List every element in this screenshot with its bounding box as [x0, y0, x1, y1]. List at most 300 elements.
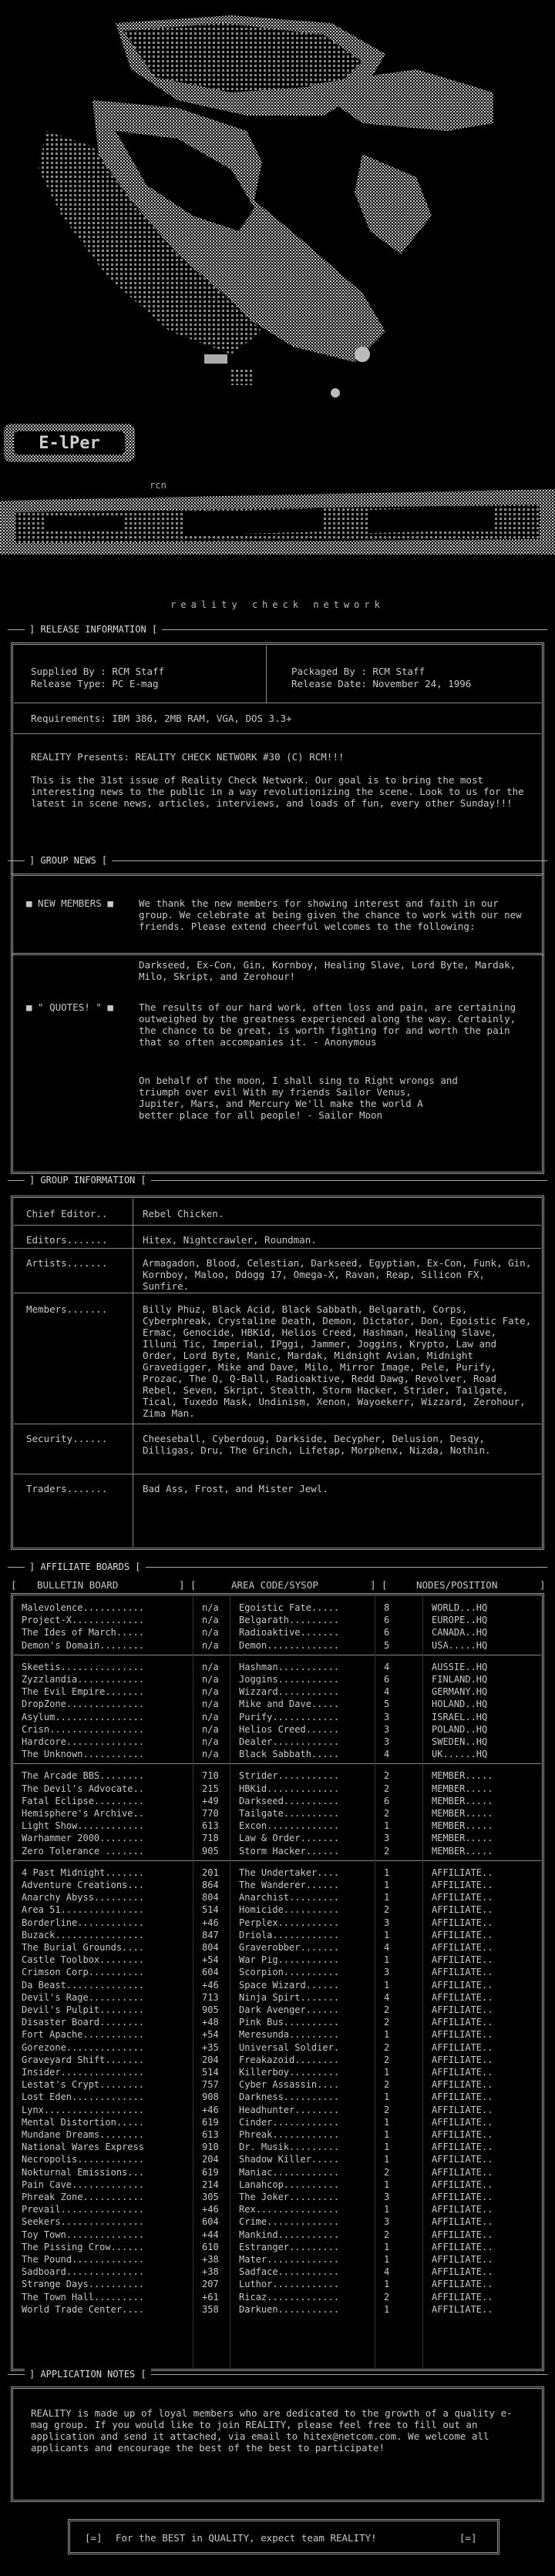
position: MEMBER..... — [432, 1770, 493, 1782]
sysop: Shadow Killer..... — [239, 2154, 340, 2165]
position: AFFILIATE.. — [432, 1904, 493, 1916]
position: MEMBER..... — [432, 1808, 493, 1819]
position: SWEDEN..HQ — [432, 1736, 488, 1747]
area-code: 908 — [202, 2091, 219, 2103]
node-count: 1 — [384, 1979, 390, 1991]
position: AFFILIATE.. — [432, 1967, 493, 1978]
new-members-list: Darkseed, Ex-Con, Gin, Kornboy, Healing Slave, Lord Byte, Mardak, Milo, Skript, and Zerohour! — [139, 959, 516, 982]
board-name: Demon's Domain........ — [22, 1639, 144, 1651]
position: AFFILIATE.. — [432, 2116, 493, 2128]
board-name: Insider............... — [22, 2067, 144, 2078]
col-header-board: BULLETIN BOARD — [37, 1579, 119, 1591]
sysop: War Pig........... — [239, 1954, 340, 1966]
news-section-header: ] GROUP NEWS [ — [8, 855, 547, 867]
board-name: Skeetis............... — [22, 1661, 144, 1672]
board-name: The Ides of March..... — [22, 1627, 144, 1639]
board-name: Necropolis............ — [22, 2154, 144, 2165]
area-code: 864 — [202, 1880, 219, 1890]
board-name: Adventure Creations... — [22, 1880, 144, 1890]
area-code: 207 — [202, 2279, 219, 2290]
notes-heading: APPLICATION NOTES — [40, 2369, 136, 2380]
area-code: 619 — [202, 2166, 219, 2178]
position: AFFILIATE.. — [432, 2142, 493, 2153]
sysop: Hashman........... — [239, 1661, 340, 1672]
sysop: Storm Hacker...... — [239, 1845, 340, 1857]
area-code: 610 — [202, 2241, 219, 2252]
position: AFFILIATE.. — [432, 2279, 493, 2290]
area-code: +46 — [202, 1917, 219, 1928]
position: AFFILIATE.. — [432, 1880, 493, 1890]
sysop: Graverobber....... — [239, 1942, 340, 1953]
sysop: Universal Soldier. — [239, 2041, 340, 2053]
area-code: n/a — [202, 1615, 219, 1626]
position: ISRAEL..HQ — [432, 1711, 488, 1722]
node-count: 1 — [384, 2154, 390, 2165]
node-count: 3 — [384, 1723, 390, 1735]
position: MEMBER..... — [432, 1783, 493, 1794]
node-count: 5 — [384, 1639, 390, 1651]
area-code: 214 — [202, 2179, 219, 2190]
node-count: 1 — [384, 2067, 390, 2078]
position: AFFILIATE.. — [432, 2029, 493, 2041]
area-code: 710 — [202, 1770, 219, 1782]
position: AFFILIATE.. — [432, 2004, 493, 2015]
board-name: Castle Toolbox........ — [22, 1954, 144, 1966]
notes-section-header: ] APPLICATION NOTES [ — [8, 2369, 547, 2381]
sysop: Scorpion.......... — [239, 1967, 340, 1978]
node-count: 1 — [384, 1867, 390, 1878]
node-count: 2 — [384, 1808, 390, 1819]
sysop: Helios Creed...... — [239, 1723, 340, 1735]
sysop: Wizzard........... — [239, 1686, 340, 1698]
area-code: +38 — [202, 2266, 219, 2278]
board-name: Toy Town.............. — [22, 2229, 144, 2240]
group-row-label: Chief Editor.. — [26, 1208, 108, 1219]
node-count: 2 — [384, 2017, 390, 2028]
board-name: Buzack................ — [22, 1929, 144, 1940]
node-count: 4 — [384, 1942, 390, 1953]
board-name: Disaster Board........ — [22, 2017, 144, 2028]
area-code: n/a — [202, 1661, 219, 1672]
board-name: Pain Cave............. — [22, 2179, 144, 2190]
position: AFFILIATE.. — [432, 2091, 493, 2103]
node-count: 6 — [384, 1674, 390, 1685]
sysop: Estranger......... — [239, 2241, 340, 2252]
col-header-sysop: AREA CODE/SYSOP — [231, 1579, 318, 1591]
group-row-value: Cheeseball, Cyberdoug, Darkside, Decypher, Delusion, Desqy, Dilligas, Dru, The Grinch, Lifetap, Morphenx, Nizda, Nothin. — [143, 1433, 491, 1456]
area-code: +54 — [202, 2029, 219, 2041]
board-name: Borderline............ — [22, 1917, 144, 1928]
board-name: Lestat's Crypt........ — [22, 2079, 144, 2091]
sysop: Space Wizard...... — [239, 1979, 340, 1991]
position: CANADA..HQ — [432, 1627, 488, 1639]
position: AFFILIATE.. — [432, 2054, 493, 2065]
group-row-label: Artists....... — [26, 1257, 108, 1269]
sysop: The Joker......... — [239, 2192, 340, 2202]
area-code: 305 — [202, 2192, 219, 2202]
quotes-label: ■ " QUOTES! " ■ — [26, 1001, 113, 1013]
notes-text: REALITY is made up of loyal members who are dedicated to the growth of a quality e-mag group. If you would like to join REALITY, please feel free to fill out an application and send it attached, via email to hitex@netcom.com. We welcome all applicants and encourage the best of the best to participate! — [31, 2407, 513, 2454]
board-name: Da Beast.............. — [22, 1979, 144, 1991]
sysop: Darkness.......... — [239, 2091, 340, 2103]
supplied-by: Supplied By : RCM Staff — [31, 666, 165, 677]
position: AFFILIATE.. — [432, 1867, 493, 1878]
area-code: +61 — [202, 2291, 219, 2303]
node-count: 3 — [384, 1917, 390, 1928]
logo-text-1: E-lPer — [39, 434, 100, 453]
board-name: Warhammer 2000........ — [22, 1833, 144, 1844]
sysop: Homicide.......... — [239, 1904, 340, 1916]
sysop: Lanahcop.......... — [239, 2179, 340, 2190]
sysop: Black Sabbath..... — [239, 1749, 340, 1760]
board-name: Strange Days.......... — [22, 2279, 144, 2290]
board-name: 4 Past Midnight....... — [22, 1867, 144, 1878]
board-name: Asylum................ — [22, 1711, 144, 1722]
sysop: Crime............. — [239, 2216, 340, 2228]
area-code: n/a — [202, 1639, 219, 1651]
board-name: Lost Eden............. — [22, 2091, 144, 2103]
node-count: 2 — [384, 1904, 390, 1916]
sysop: Cinder............ — [239, 2116, 340, 2128]
board-name: Gorezone.............. — [22, 2041, 144, 2053]
node-count: 2 — [384, 2041, 390, 2053]
position: AFFILIATE.. — [432, 2241, 493, 2252]
position: GERMANY.HQ — [432, 1686, 488, 1698]
node-count: 2 — [384, 2104, 390, 2115]
board-name: Phreak Zone........... — [22, 2192, 144, 2202]
sysop: Mankind........... — [239, 2229, 340, 2240]
sysop: Headhunter........ — [239, 2104, 340, 2115]
position: AFFILIATE.. — [432, 2216, 493, 2228]
position: AFFILIATE.. — [432, 2079, 493, 2091]
node-count: 2 — [384, 2166, 390, 2178]
sysop: Excon............. — [239, 1820, 340, 1832]
position: POLAND..HQ — [432, 1723, 488, 1735]
board-name: Zero Tolerance ....... — [22, 1845, 144, 1857]
position: WORLD...HQ — [432, 1602, 488, 1613]
area-code: n/a — [202, 1699, 219, 1710]
node-count: 1 — [384, 2204, 390, 2215]
area-code: 847 — [202, 1929, 219, 1940]
board-name: The Burial Grounds.... — [22, 1942, 144, 1953]
area-code: +46 — [202, 2104, 219, 2115]
node-count: 4 — [384, 1661, 390, 1672]
area-code: n/a — [202, 1723, 219, 1735]
board-name: Lynx.................. — [22, 2104, 144, 2115]
board-name: The Pound............. — [22, 2254, 144, 2265]
sysop: Darkseed.......... — [239, 1795, 340, 1806]
sysop: Law & Order....... — [239, 1833, 340, 1844]
area-code: 613 — [202, 2129, 219, 2140]
node-count: 6 — [384, 1795, 390, 1806]
footer-left: [=] — [85, 2532, 103, 2544]
area-code: n/a — [202, 1627, 219, 1639]
area-code: +38 — [202, 2254, 219, 2265]
position: AFFILIATE.. — [432, 2104, 493, 2115]
position: UK......HQ — [432, 1749, 488, 1760]
node-count: 2 — [384, 1845, 390, 1857]
position: AFFILIATE.. — [432, 2041, 493, 2053]
sysop: Belgarath......... — [239, 1615, 340, 1626]
footer-right: [=] — [459, 2532, 477, 2544]
position: USA.....HQ — [432, 1639, 488, 1651]
area-code: n/a — [202, 1602, 219, 1613]
sysop: Mike and Dave..... — [239, 1699, 340, 1710]
node-count: 2 — [384, 2229, 390, 2240]
position: AFFILIATE.. — [432, 2229, 493, 2240]
release-date: Release Date: November 24, 1996 — [291, 678, 472, 689]
position: AFFILIATE.. — [432, 2204, 493, 2215]
area-code: 905 — [202, 2004, 219, 2015]
group-section-header: ] GROUP INFORMATION [ — [8, 1175, 547, 1187]
sysop: Phreak............ — [239, 2129, 340, 2140]
position: MEMBER..... — [432, 1833, 493, 1844]
group-row-value: Armagadon, Blood, Celestian, Darkseed, Egyptian, Ex-Con, Funk, Gin, Kornboy, Maloo, Ddogg 17, Omega-X, Ravan, Reap, Silicon FX, Sunfire. — [143, 1257, 532, 1292]
sysop: HBKid............. — [239, 1783, 340, 1794]
area-code: n/a — [202, 1686, 219, 1698]
position: HOLAND..HQ — [432, 1699, 488, 1710]
sysop: Anarchist......... — [239, 1892, 340, 1903]
group-row-label: Members....... — [26, 1303, 108, 1315]
new-members-text: We thank the new members for showing interest and faith in our group. We celebrate at being given the chance to work with our new friends. Please extend cheerful welcomes to the following: — [139, 897, 522, 932]
sysop: The Wanderer...... — [239, 1880, 340, 1890]
sysop: Demon............. — [239, 1639, 340, 1651]
group-row-label: Traders....... — [26, 1483, 108, 1494]
area-code: 718 — [202, 1833, 219, 1844]
news-heading: GROUP NEWS — [40, 855, 96, 866]
position: AFFILIATE.. — [432, 2179, 493, 2190]
board-name: DropZone.............. — [22, 1699, 144, 1710]
node-count: 3 — [384, 1967, 390, 1978]
node-count: 4 — [384, 1749, 390, 1760]
node-count: 1 — [384, 1880, 390, 1890]
node-count: 2 — [384, 1770, 390, 1782]
position: AFFILIATE.. — [432, 1892, 493, 1903]
node-count: 1 — [384, 2254, 390, 2265]
board-name: Malevolence........... — [22, 1602, 144, 1613]
node-count: 1 — [384, 2029, 390, 2041]
board-name: Hemisphere's Archive.. — [22, 1808, 144, 1819]
footer-text: For the BEST in QUALITY, expect team REALITY! — [116, 2532, 377, 2544]
board-name: The Unknown........... — [22, 1749, 144, 1760]
node-count: 1 — [384, 1820, 390, 1832]
node-count: 4 — [384, 1686, 390, 1698]
position: AFFILIATE.. — [432, 2067, 493, 2078]
sysop: Driola............ — [239, 1929, 340, 1940]
area-code: n/a — [202, 1749, 219, 1760]
area-code: 204 — [202, 2154, 219, 2165]
board-name: Devil's Rage.......... — [22, 1991, 144, 2003]
position: FINLAND.HQ — [432, 1674, 488, 1685]
node-count: 1 — [384, 2241, 390, 2252]
board-name: Prevail............... — [22, 2204, 144, 2215]
node-count: 3 — [384, 1833, 390, 1844]
area-code: 910 — [202, 2142, 219, 2153]
position: AFFILIATE.. — [432, 1917, 493, 1928]
group-row-value: Hitex, Nightcrawler, Roundman. — [143, 1234, 317, 1246]
sysop: Ninja Spirt....... — [239, 1991, 340, 2003]
area-code: 204 — [202, 2054, 219, 2065]
area-code: 514 — [202, 1904, 219, 1916]
node-count: 2 — [384, 2079, 390, 2091]
sysop: The Undertaker.... — [239, 1867, 340, 1878]
affiliates-heading: AFFILIATE BOARDS — [40, 1561, 130, 1572]
position: MEMBER..... — [432, 1820, 493, 1832]
board-name: Light Show............ — [22, 1820, 144, 1832]
header-ascii-art — [0, 0, 555, 616]
packaged-by: Packaged By : RCM Staff — [291, 666, 426, 677]
board-name: The Arcade BBS........ — [22, 1770, 144, 1782]
group-row-value: Bad Ass, Frost, and Mister Jewl. — [143, 1483, 328, 1494]
position: AFFILIATE.. — [432, 2266, 493, 2278]
board-name: The Town Hall......... — [22, 2291, 144, 2303]
board-name: Graveyard Shift....... — [22, 2054, 144, 2065]
sysop: Dr. Musik......... — [239, 2142, 340, 2153]
position: MEMBER..... — [432, 1845, 493, 1857]
node-count: 3 — [384, 2216, 390, 2228]
area-code: 604 — [202, 1967, 219, 1978]
new-members-label: ■ NEW MEMBERS ■ — [26, 897, 113, 909]
area-code: 757 — [202, 2079, 219, 2091]
position: AUSSIE..HQ — [432, 1661, 488, 1672]
tagline: reality check network — [170, 599, 385, 610]
node-count: 2 — [384, 1783, 390, 1794]
area-code: +46 — [202, 2204, 219, 2215]
node-count: 4 — [384, 1991, 390, 2003]
position: AFFILIATE.. — [432, 2017, 493, 2028]
sysop: Luthor............ — [239, 2279, 340, 2290]
sysop: Tailgate.......... — [239, 1808, 340, 1819]
sysop: Freakazoid........ — [239, 2054, 340, 2065]
area-code: 604 — [202, 2216, 219, 2228]
requirements: Requirements: IBM 386, 2MB RAM, VGA, DOS 3.3+ — [31, 713, 292, 724]
release-type: Release Type: PC E-mag — [31, 678, 159, 689]
sysop: Dark Avenger...... — [239, 2004, 340, 2015]
area-code: 514 — [202, 2067, 219, 2078]
node-count: 1 — [384, 1954, 390, 1966]
area-code: +35 — [202, 2041, 219, 2053]
board-name: Devil's Pulpit........ — [22, 2004, 144, 2015]
position: AFFILIATE.. — [432, 1929, 493, 1940]
area-code: n/a — [202, 1674, 219, 1685]
area-code: 613 — [202, 1820, 219, 1832]
sysop: Purify............ — [239, 1711, 340, 1722]
node-count: 1 — [384, 2179, 390, 2190]
sysop: Killerboy......... — [239, 2067, 340, 2078]
board-name: World Trade Center.... — [22, 2303, 144, 2315]
position: MEMBER..... — [432, 1795, 493, 1806]
sysop: Maniac............ — [239, 2166, 340, 2178]
position: AFFILIATE.. — [432, 1954, 493, 1966]
group-row-value: Billy Phuz, Black Acid, Black Sabbath, Belgarath, Corps, Cyberphreak, Crystaline Death, Demon, Dictator, Don, Egoistic Fate, Ermac, Genocide, HBKid, Helios Creed, Hashman, Healing Slave, Illuni Tic, Imperial, IPggi, Jammer, Joggins, Krypto, Law and Order, Lord Byte, Manic, Mardak, Midnight Avian, Midnight Gravedigger, Mike and Dave, Milo, Mirror Image, Pele, Purify, Prozac, The Q, Q-Ball, Radioaktive, Redd Dawg, Revolver, Road Rebel, Seven, Skript, Stealth, Storm Hacker, Strider, Tailgate, Tical, Tuxedo Mask, Undinism, Xenon, Wayoekerr, Wizzard, Zerohour, Zima Man. — [143, 1303, 532, 1419]
area-code: 358 — [202, 2303, 219, 2315]
sysop: Ricaz............. — [239, 2291, 340, 2303]
quote-2: On behalf of the moon, I shall sing to Right wrongs and triumph over evil With my friends Sailor Venus, Jupiter, Mars, and Mercury We'll make the world A better place for all people! - Sailor Moon — [139, 1075, 458, 1121]
sysop: Perplex........... — [239, 1917, 340, 1928]
position: AFFILIATE.. — [432, 2154, 493, 2165]
area-code: +54 — [202, 1954, 219, 1966]
area-code: n/a — [202, 1736, 219, 1747]
area-code: 804 — [202, 1942, 219, 1953]
node-count: 1 — [384, 2303, 390, 2315]
area-code: 770 — [202, 1808, 219, 1819]
position: AFFILIATE.. — [432, 2254, 493, 2265]
intro-text: This is the 31st issue of Reality Check Network. Our goal is to bring the most interesting news to the public in a way revolutionizing the scene. Look to us for the latest in scene news, articles, interviews, and loads of fun, every other Sunday!!! — [31, 774, 524, 809]
sysop: Pink Bus.......... — [239, 2017, 340, 2028]
area-code: n/a — [202, 1711, 219, 1722]
area-code: +49 — [202, 1795, 219, 1806]
area-code: 905 — [202, 1845, 219, 1857]
board-name: Area 51............... — [22, 1904, 144, 1916]
area-code: 215 — [202, 1783, 219, 1794]
board-name: The Devil's Advocate.. — [22, 1783, 144, 1794]
node-count: 1 — [384, 2129, 390, 2140]
area-code: +48 — [202, 2017, 219, 2028]
area-code: 201 — [202, 1867, 219, 1878]
node-count: 1 — [384, 2279, 390, 2290]
board-name: Anarchy Abyss......... — [22, 1892, 144, 1903]
sysop: Sadface........... — [239, 2266, 340, 2278]
sysop: Dealer............ — [239, 1736, 340, 1747]
logo-text-2: rcn — [150, 480, 166, 491]
area-code: 804 — [202, 1892, 219, 1903]
node-count: 2 — [384, 2291, 390, 2303]
node-count: 1 — [384, 2142, 390, 2153]
board-name: Mundane Dreams........ — [22, 2129, 144, 2140]
node-count: 1 — [384, 1929, 390, 1940]
board-name: Fatal Eclipse......... — [22, 1795, 144, 1806]
board-name: Zyzzlandia............ — [22, 1674, 144, 1685]
board-name: Crisn................. — [22, 1723, 144, 1735]
area-code: +46 — [202, 1979, 219, 1991]
position: AFFILIATE.. — [432, 2303, 493, 2315]
board-name: Project-X............. — [22, 1615, 144, 1626]
position: AFFILIATE.. — [432, 1942, 493, 1953]
group-row-label: Editors....... — [26, 1234, 108, 1246]
sysop: Joggins........... — [239, 1674, 340, 1685]
position: AFFILIATE.. — [432, 2129, 493, 2140]
board-name: Nokturnal Emissions... — [22, 2166, 144, 2178]
node-count: 3 — [384, 1736, 390, 1747]
board-name: Fort Apache........... — [22, 2029, 144, 2041]
node-count: 8 — [384, 1602, 390, 1613]
release-heading: RELEASE INFORMATION — [40, 624, 146, 635]
quote-1: The results of our hard work, often loss and pain, are certaining outweighed by the greatness experienced along the way. Certainly, the chance to be great, is worth fighting for and worth the pain that so often accompanies it. - Anonymous — [139, 1001, 516, 1048]
position: AFFILIATE.. — [432, 1991, 493, 2003]
sysop: Darkuen........... — [239, 2303, 340, 2315]
sysop: Rex............... — [239, 2204, 340, 2215]
sysop: Strider........... — [239, 1770, 340, 1782]
position: AFFILIATE.. — [432, 2291, 493, 2303]
node-count: 1 — [384, 1892, 390, 1903]
node-count: 3 — [384, 1711, 390, 1722]
node-count: 2 — [384, 2054, 390, 2065]
node-count: 2 — [384, 2004, 390, 2015]
sysop: Cyber Assassin.... — [239, 2079, 340, 2091]
position: AFFILIATE.. — [432, 1979, 493, 1991]
area-code: 713 — [202, 1991, 219, 2003]
node-count: 1 — [384, 2091, 390, 2103]
release-section-header: ] RELEASE INFORMATION [ — [8, 624, 547, 636]
node-count: 5 — [384, 1699, 390, 1710]
sysop: Radioaktive....... — [239, 1627, 340, 1639]
group-heading: GROUP INFORMATION — [40, 1175, 136, 1186]
affiliates-section-header: ] AFFILIATE BOARDS [ — [8, 1561, 547, 1574]
group-row-value: Rebel Chicken. — [143, 1208, 224, 1219]
position: AFFILIATE.. — [432, 2166, 493, 2178]
sysop: Mater............. — [239, 2254, 340, 2265]
position: EUROPE..HQ — [432, 1615, 488, 1626]
